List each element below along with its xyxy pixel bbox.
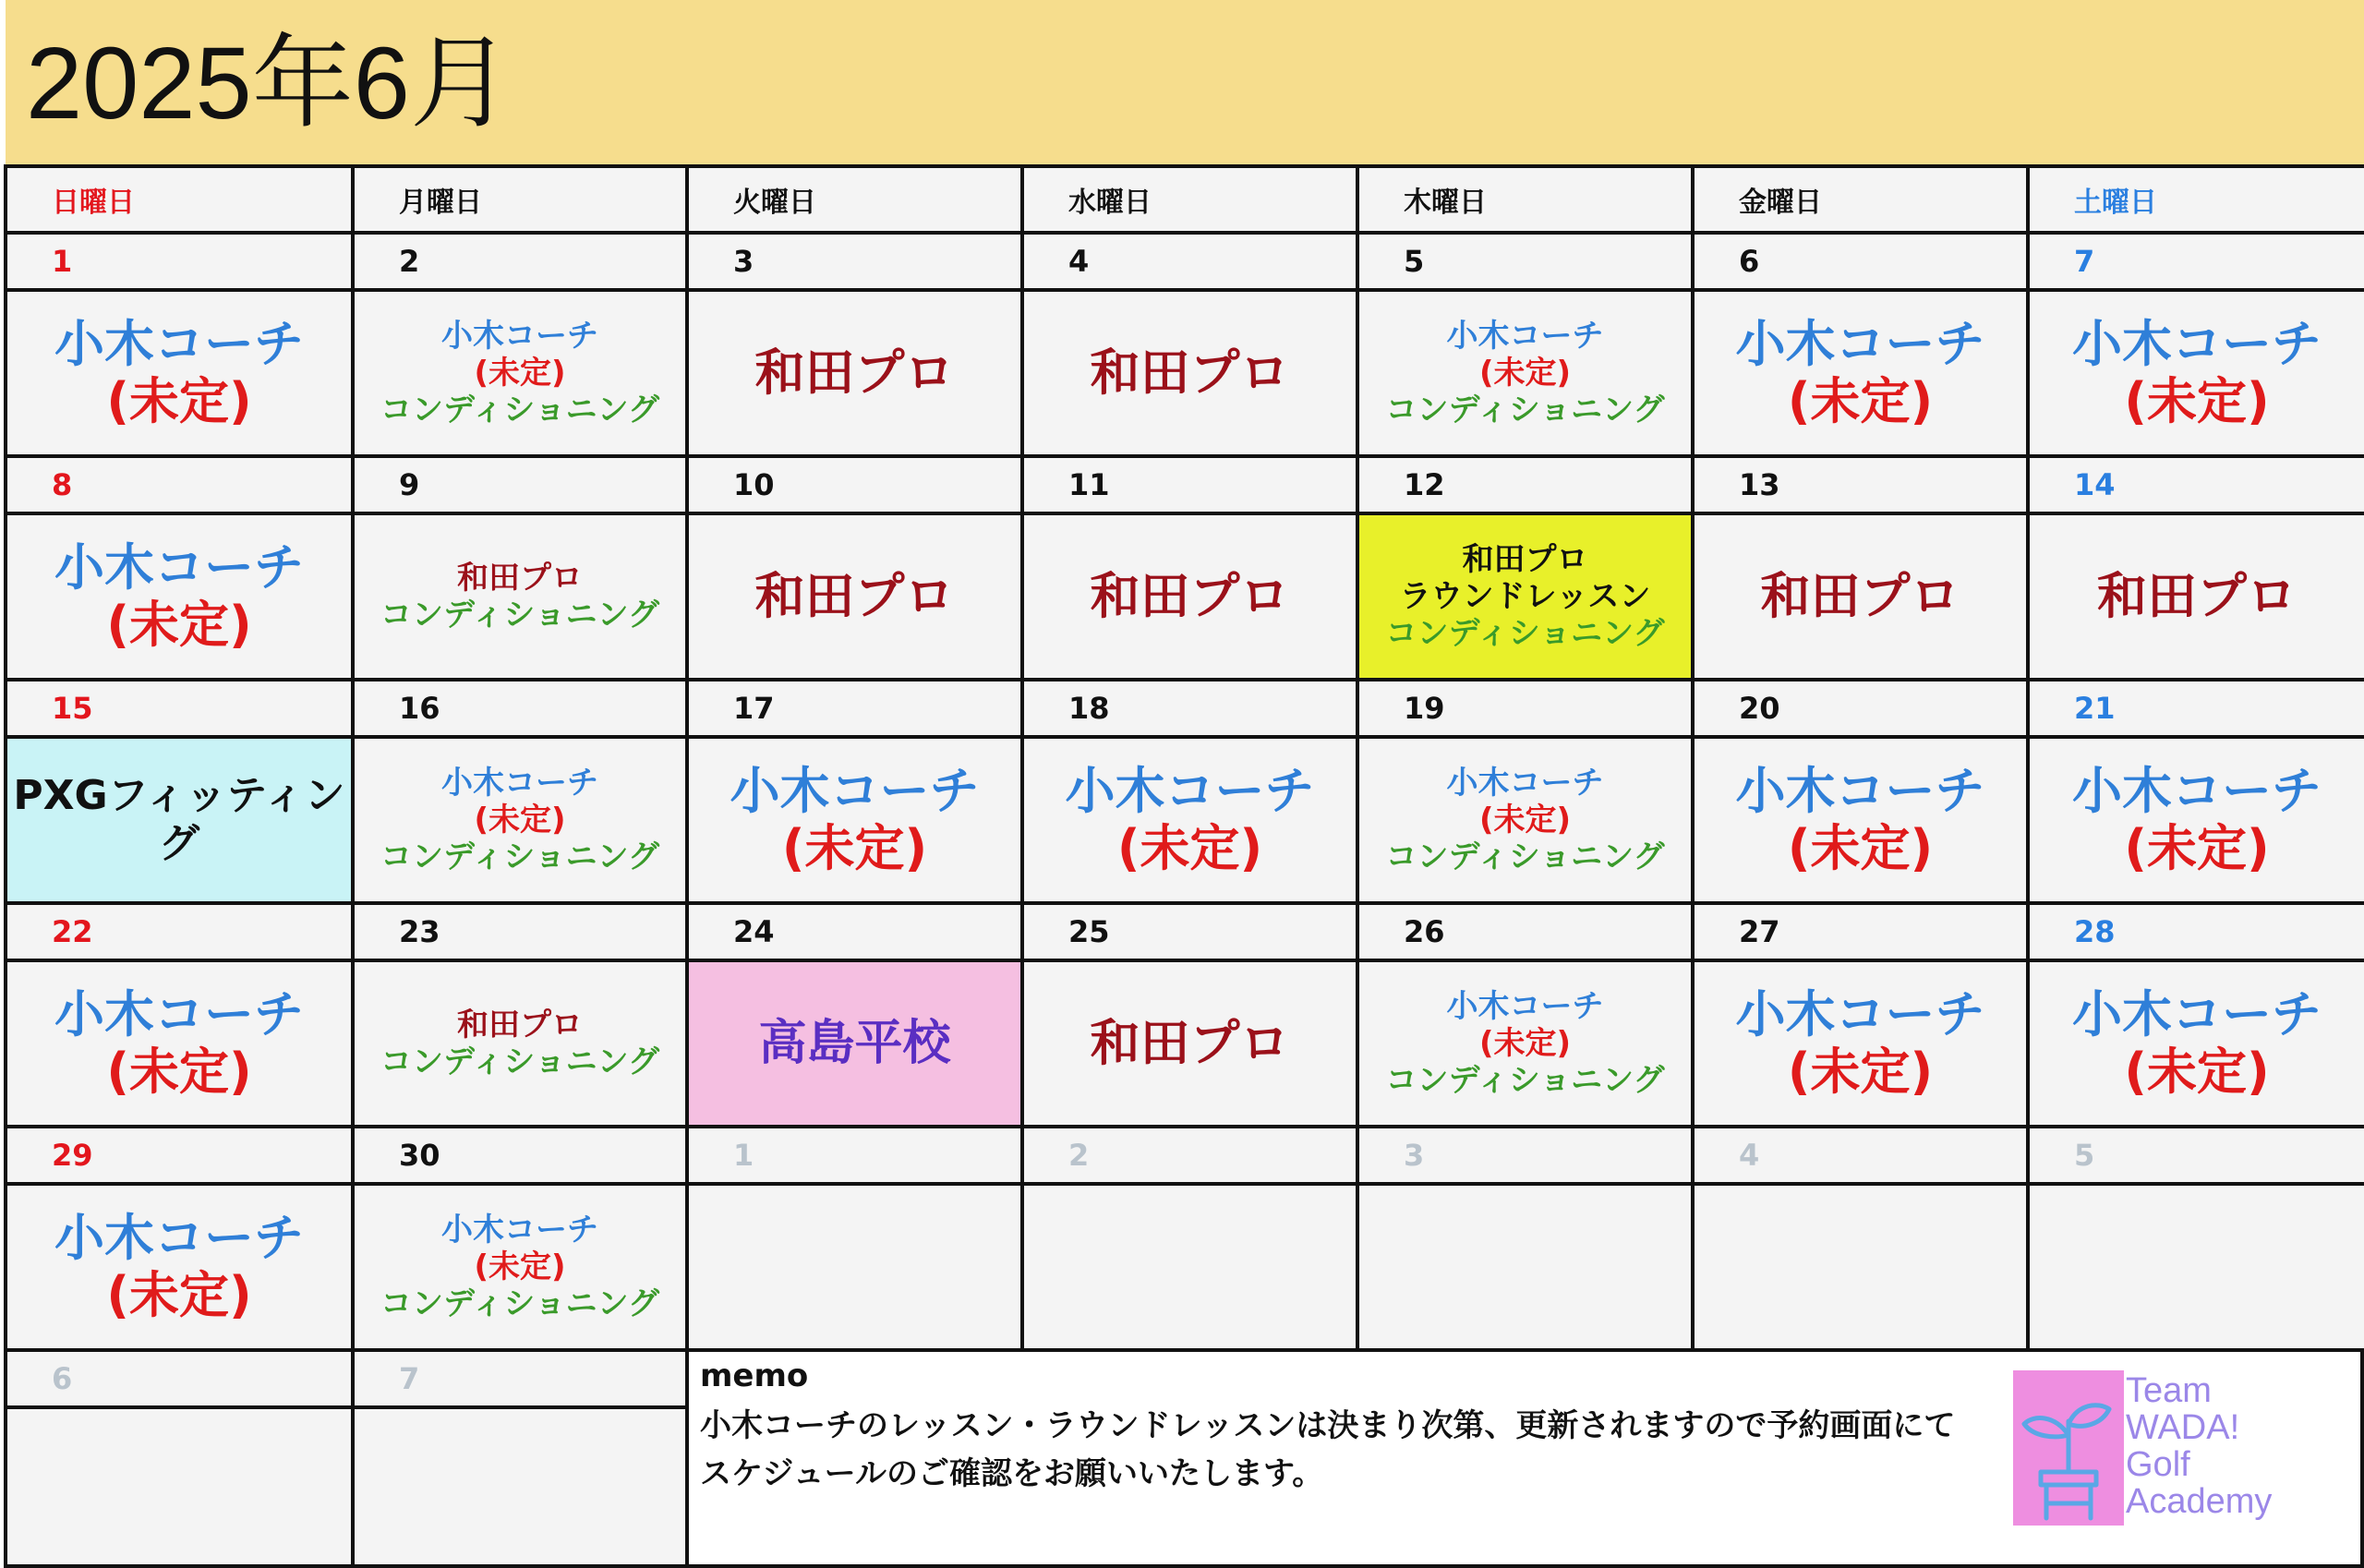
calendar-grid [0, 164, 2364, 1568]
weekday-label: 木曜日 [1404, 187, 1487, 219]
date-number: 21 [2074, 691, 2116, 726]
date-number: 16 [399, 691, 440, 726]
schedule-text: (未定) [2124, 372, 2270, 430]
schedule-text: (未定) [1478, 355, 1572, 392]
month-header [6, 0, 2364, 164]
date-number-cell [4, 678, 355, 739]
empty-day-cell [685, 1182, 1024, 1352]
schedule-cell [351, 288, 689, 458]
date-number: 27 [1739, 914, 1780, 949]
schedule-cell [2026, 512, 2364, 681]
date-number: 2 [399, 244, 420, 279]
memo-text: スケジュールのご確認をお願いいたします。 [700, 1455, 1324, 1492]
date-number-cell [685, 454, 1024, 515]
schedule-cell [1356, 288, 1695, 458]
date-number: 1 [52, 244, 73, 279]
schedule-cell [351, 735, 689, 905]
schedule-text: 小木コーチ [1735, 762, 1985, 820]
schedule-text: コンディショニング [380, 1285, 659, 1322]
schedule-text: 和田プロ [754, 344, 955, 402]
schedule-text: (未定) [2124, 819, 2270, 877]
schedule-cell [4, 735, 355, 905]
date-number-cell [1691, 1125, 2030, 1186]
schedule-text: 小木コーチ [2072, 315, 2322, 373]
date-number-cell [2026, 1125, 2364, 1186]
date-number: 7 [399, 1361, 420, 1396]
schedule-cell [351, 1182, 689, 1352]
schedule-cell [4, 959, 355, 1128]
date-number-cell [1020, 454, 1359, 515]
schedule-text: 和田プロ [1090, 1014, 1290, 1072]
weekday-label: 火曜日 [733, 187, 816, 219]
schedule-cell [685, 735, 1024, 905]
schedule-text: 和田プロ [754, 567, 955, 625]
schedule-text: コンディショニング [1385, 838, 1665, 875]
schedule-text: (未定) [106, 596, 252, 654]
date-number: 19 [1404, 691, 1445, 726]
date-number: 8 [52, 467, 73, 502]
date-number: 9 [399, 467, 420, 502]
date-number-cell [2026, 901, 2364, 962]
schedule-text: 小木コーチ [54, 985, 304, 1043]
empty-day-cell [351, 1405, 689, 1568]
date-number-cell [351, 231, 689, 292]
weekday-label: 水曜日 [1068, 187, 1152, 219]
schedule-text: 小木コーチ [441, 1212, 598, 1248]
schedule-text: 小木コーチ [1446, 318, 1604, 355]
schedule-text: (未定) [1116, 819, 1263, 877]
schedule-text: 小木コーチ [54, 315, 304, 373]
schedule-text: (未定) [474, 1248, 566, 1285]
date-number-cell [4, 901, 355, 962]
schedule-text: ラウンドレッスン [1399, 578, 1651, 615]
schedule-text: (未定) [1787, 1043, 1934, 1101]
schedule-text: コンディショニング [380, 392, 659, 428]
date-number: 11 [1068, 467, 1110, 502]
schedule-cell [4, 512, 355, 681]
schedule-cell [1691, 735, 2030, 905]
date-number-cell [685, 901, 1024, 962]
memo-label: memo [700, 1357, 809, 1394]
date-number-cell [1356, 454, 1695, 515]
empty-day-cell [1356, 1182, 1695, 1352]
schedule-text: 小木コーチ [54, 538, 304, 597]
date-number: 23 [399, 914, 440, 949]
date-number-cell [1020, 678, 1359, 739]
schedule-cell [1356, 512, 1695, 681]
date-number: 4 [1068, 244, 1090, 279]
date-number: 1 [733, 1138, 754, 1173]
schedule-text: (未定) [1787, 372, 1934, 430]
date-number: 3 [1404, 1138, 1425, 1173]
logo-text-academy: Academy [2126, 1482, 2273, 1521]
schedule-text: 小木コーチ [54, 1209, 304, 1267]
schedule-text: コンディショニング [380, 838, 659, 875]
page-title: 2025年6月 [26, 27, 512, 140]
schedule-text: コンディショニング [1385, 392, 1665, 428]
schedule-cell [685, 288, 1024, 458]
schedule-text: 和田プロ [457, 560, 583, 597]
schedule-text: 小木コーチ [1446, 988, 1604, 1025]
schedule-text: 和田プロ [1462, 541, 1588, 578]
empty-day-cell [4, 1405, 355, 1568]
date-number-cell [1691, 231, 2030, 292]
schedule-cell [351, 512, 689, 681]
date-number-cell [1356, 678, 1695, 739]
schedule-cell [685, 959, 1024, 1128]
schedule-cell [4, 288, 355, 458]
date-number-cell [351, 454, 689, 515]
schedule-text: 和田プロ [1760, 567, 1960, 625]
date-number: 14 [2074, 467, 2116, 502]
date-number: 13 [1739, 467, 1780, 502]
schedule-text: (未定) [106, 1266, 252, 1324]
weekday-header-cell [1356, 164, 1695, 235]
weekday-label: 金曜日 [1739, 187, 1822, 219]
date-number: 17 [733, 691, 775, 726]
schedule-text: PXGフィッティング [13, 772, 345, 867]
schedule-text: 和田プロ [457, 1007, 583, 1043]
schedule-text: コンディショニング [1385, 1062, 1665, 1099]
date-number-cell [1020, 231, 1359, 292]
schedule-cell [685, 512, 1024, 681]
schedule-text: (未定) [106, 1043, 252, 1101]
schedule-text: (未定) [474, 355, 566, 392]
date-number: 12 [1404, 467, 1445, 502]
date-number: 26 [1404, 914, 1445, 949]
logo-badge [2013, 1370, 2124, 1526]
logo-text-golf: Golf [2126, 1445, 2190, 1484]
date-number: 25 [1068, 914, 1110, 949]
schedule-cell [2026, 959, 2364, 1128]
date-number: 6 [52, 1361, 73, 1396]
schedule-cell [1356, 959, 1695, 1128]
plant-chair-icon [2013, 1370, 2124, 1526]
schedule-text: 小木コーチ [441, 765, 598, 802]
schedule-cell [1691, 959, 2030, 1128]
schedule-text: (未定) [106, 372, 252, 430]
weekday-header-cell [1691, 164, 2030, 235]
date-number: 24 [733, 914, 775, 949]
date-number: 22 [52, 914, 93, 949]
date-number: 10 [733, 467, 775, 502]
schedule-text: 小木コーチ [2072, 762, 2322, 820]
date-number-cell [1020, 1125, 1359, 1186]
date-number: 30 [399, 1138, 440, 1173]
schedule-text: 小木コーチ [2072, 985, 2322, 1043]
date-number: 3 [733, 244, 754, 279]
date-number-cell [4, 1348, 355, 1409]
date-number: 2 [1068, 1138, 1090, 1173]
schedule-text: コンディショニング [380, 597, 659, 633]
weekday-header-cell [685, 164, 1024, 235]
weekday-label: 土曜日 [2074, 187, 2157, 219]
date-number-cell [1691, 454, 2030, 515]
empty-day-cell [1691, 1182, 2030, 1352]
date-number-cell [2026, 231, 2364, 292]
schedule-text: (未定) [1478, 1025, 1572, 1062]
date-number-cell [2026, 678, 2364, 739]
schedule-cell [351, 959, 689, 1128]
schedule-cell [1020, 512, 1359, 681]
weekday-header-cell [1020, 164, 1359, 235]
schedule-cell [4, 1182, 355, 1352]
date-number: 29 [52, 1138, 93, 1173]
date-number: 5 [2074, 1138, 2095, 1173]
schedule-text: 高島平校 [758, 1016, 951, 1071]
schedule-text: コンディショニング [380, 1043, 659, 1080]
weekday-label: 日曜日 [52, 187, 135, 219]
date-number-cell [4, 1125, 355, 1186]
schedule-text: 和田プロ [1090, 344, 1290, 402]
date-number: 4 [1739, 1138, 1760, 1173]
empty-day-cell [2026, 1182, 2364, 1352]
schedule-text: (未定) [1787, 819, 1934, 877]
date-number-cell [685, 678, 1024, 739]
schedule-cell [2026, 735, 2364, 905]
weekday-header-cell [2026, 164, 2364, 235]
date-number: 18 [1068, 691, 1110, 726]
schedule-cell [1691, 512, 2030, 681]
empty-day-cell [1020, 1182, 1359, 1352]
date-number-cell [4, 231, 355, 292]
date-number: 5 [1404, 244, 1425, 279]
schedule-text: 小木コーチ [730, 762, 980, 820]
schedule-cell [2026, 288, 2364, 458]
date-number-cell [1020, 901, 1359, 962]
weekday-header-cell [351, 164, 689, 235]
schedule-text: (未定) [2124, 1043, 2270, 1101]
weekday-label: 月曜日 [399, 187, 482, 219]
schedule-cell [1691, 288, 2030, 458]
date-number: 28 [2074, 914, 2116, 949]
date-number-cell [4, 454, 355, 515]
schedule-text: 小木コーチ [1446, 765, 1604, 802]
schedule-cell [1020, 288, 1359, 458]
schedule-text: 小木コーチ [1065, 762, 1315, 820]
date-number-cell [685, 231, 1024, 292]
date-number-cell [1356, 1125, 1695, 1186]
schedule-text: 和田プロ [2097, 567, 2297, 625]
date-number-cell [351, 678, 689, 739]
date-number-cell [351, 1125, 689, 1186]
schedule-text: (未定) [781, 819, 928, 877]
schedule-text: 和田プロ [1090, 567, 1290, 625]
logo-text-wada: WADA! [2126, 1408, 2240, 1447]
logo-text-team: Team [2126, 1371, 2212, 1410]
schedule-text: (未定) [1478, 802, 1572, 838]
date-number-cell [1356, 901, 1695, 962]
date-number-cell [351, 1348, 689, 1409]
date-number: 7 [2074, 244, 2095, 279]
schedule-text: 小木コーチ [1735, 315, 1985, 373]
schedule-cell [1020, 959, 1359, 1128]
schedule-cell [1020, 735, 1359, 905]
date-number-cell [1691, 901, 2030, 962]
schedule-text: 小木コーチ [441, 318, 598, 355]
weekday-header-cell [4, 164, 355, 235]
date-number-cell [2026, 454, 2364, 515]
date-number-cell [1356, 231, 1695, 292]
date-number: 20 [1739, 691, 1780, 726]
schedule-text: (未定) [474, 802, 566, 838]
date-number: 15 [52, 691, 93, 726]
schedule-text: コンディショニング [1385, 615, 1665, 652]
memo-text: 小木コーチのレッスン・ラウンドレッスンは決まり次第、更新されますので予約画面にて [700, 1407, 1956, 1444]
date-number: 6 [1739, 244, 1760, 279]
date-number-cell [351, 901, 689, 962]
date-number-cell [1691, 678, 2030, 739]
schedule-text: 小木コーチ [1735, 985, 1985, 1043]
schedule-cell [1356, 735, 1695, 905]
date-number-cell [685, 1125, 1024, 1186]
